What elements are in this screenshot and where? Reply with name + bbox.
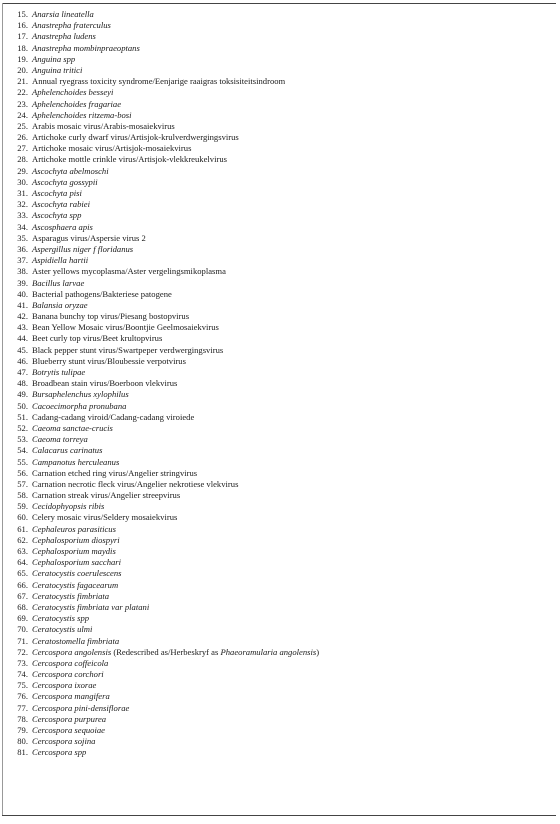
item-number: 37.	[17, 255, 28, 266]
list-item	[8, 244, 548, 255]
list-item	[8, 311, 548, 322]
item-number: 21.	[17, 76, 28, 87]
item-number: 56.	[17, 467, 28, 478]
item-text: Banana bunchy top virus/Piesang bostopvirus	[32, 311, 190, 322]
item-text: Aphelenchoides besseyi	[32, 87, 114, 98]
list-item	[8, 76, 548, 87]
list-item	[8, 457, 548, 468]
list-item	[8, 423, 548, 434]
list-item	[8, 568, 548, 579]
list-item	[8, 691, 548, 702]
item-text: Botrytis tulipae	[32, 367, 86, 377]
item-number: 69.	[17, 613, 28, 624]
list-item	[8, 54, 548, 65]
item-number: 61.	[17, 523, 28, 534]
list-item	[8, 333, 548, 344]
numbered-list	[8, 9, 548, 759]
item-text: Ascochyta pisi	[32, 188, 82, 198]
list-item	[8, 222, 548, 233]
item-text: Caeoma torreya	[32, 434, 88, 445]
list-item	[8, 87, 548, 98]
item-number: 40.	[17, 288, 28, 299]
item-number: 25.	[17, 120, 28, 131]
list-item	[8, 154, 548, 165]
item-text: Cadang-cadang viroid/Cadang-cadang viroiede	[32, 411, 195, 422]
item-number: 54.	[17, 445, 28, 456]
list-item	[8, 65, 548, 76]
list-item	[8, 714, 548, 725]
item-number: 18.	[17, 42, 28, 53]
list-item	[8, 703, 548, 714]
item-text: Cacoecimorpha pronubana	[32, 400, 127, 411]
item-text: Cercospora mangifera	[32, 691, 110, 702]
item-number: 30.	[17, 176, 28, 187]
item-text: Anguina spp	[32, 53, 76, 64]
list-item	[8, 278, 548, 289]
item-text: Cephalosporium maydis	[32, 546, 116, 556]
list-item	[8, 266, 548, 277]
list-item	[8, 31, 548, 42]
item-text: Annual ryegrass toxicity syndrome/Eenjarige raaigras toksisiteitsindroom	[32, 76, 286, 87]
list-item	[8, 233, 548, 244]
item-text: Ceratocystis spp	[32, 613, 90, 624]
list-item	[8, 356, 548, 367]
list-item	[8, 445, 548, 456]
item-text: Ascochyta spp	[32, 210, 82, 221]
item-number: 49.	[17, 389, 28, 400]
item-number: 81.	[17, 747, 28, 758]
item-number: 15.	[17, 9, 28, 19]
list-item	[8, 300, 548, 311]
item-text: Ceratocystis fagacearum	[32, 579, 119, 590]
item-number: 51.	[17, 411, 28, 422]
item-number: 68.	[17, 601, 28, 612]
item-number: 57.	[17, 478, 28, 489]
item-number: 35.	[17, 232, 28, 243]
item-text: Ascosphaera apis	[32, 221, 93, 232]
item-text: Artichoke mosaic virus/Artisjok-mosaiekvirus	[32, 143, 192, 154]
list-item	[8, 591, 548, 602]
item-text: Cephalosporium sacchari	[32, 557, 122, 568]
list-item	[8, 647, 548, 658]
item-text: Artichoke curly dwarf virus/Artisjok-krulverdwergingsvirus	[32, 132, 239, 143]
item-text: Bursaphelenchus xylophilus	[32, 389, 129, 400]
list-item	[8, 345, 548, 356]
list-item	[8, 535, 548, 546]
list-item	[8, 479, 548, 490]
list-item	[8, 624, 548, 635]
item-number: 67.	[17, 590, 28, 601]
item-text: Cephalosporium diospyri	[32, 534, 120, 545]
item-text: Anarsia lineatella	[32, 9, 94, 19]
list-item	[8, 602, 548, 613]
list-item	[8, 546, 548, 557]
item-number: 28.	[17, 154, 28, 165]
item-text: Cercospora sequoiae	[32, 725, 105, 735]
list-item	[8, 580, 548, 591]
item-number: 65.	[17, 568, 28, 579]
item-text: Anguina tritici	[32, 64, 83, 75]
item-text: Ceratocystis fimbriata	[32, 590, 110, 601]
item-text: Ascochyta abelmoschi	[32, 165, 109, 176]
item-number: 66.	[17, 579, 28, 590]
item-number: 53.	[17, 434, 28, 445]
item-number: 23.	[17, 98, 28, 109]
list-item	[8, 669, 548, 680]
item-number: 64.	[17, 557, 28, 568]
item-text: Ceratocystis ulmi	[32, 624, 93, 635]
item-text: Cercospora corchori	[32, 669, 104, 680]
list-item	[8, 121, 548, 132]
item-number: 50.	[17, 400, 28, 411]
list-item	[8, 501, 548, 512]
item-number: 44.	[17, 333, 28, 344]
item-number: 48.	[17, 378, 28, 389]
list-item	[8, 188, 548, 199]
item-text: Cercospora coffeicola	[32, 657, 109, 668]
item-number: 32.	[17, 199, 28, 210]
list-item	[8, 43, 548, 54]
item-number: 47.	[17, 367, 28, 377]
list-item	[8, 468, 548, 479]
list-item	[8, 210, 548, 221]
species-name: Phaeoramularia angolensis	[220, 646, 317, 657]
item-text: Ceratostomella fimbriata	[32, 635, 120, 646]
item-text: Black pepper stunt virus/Swartpeper verdwergingsvirus	[32, 344, 224, 355]
item-text: Carnation etched ring virus/Angelier stringvirus	[32, 467, 198, 478]
item-text: Carnation necrotic fleck virus/Angelier nekrotiese vlekvirus	[32, 478, 239, 489]
item-text: Ascochyta gossypii	[32, 176, 98, 187]
item-text: Broadbean stain virus/Boerboon vlekvirus	[32, 378, 178, 389]
item-text: Bean Yellow Mosaic virus/Boontjie Geelmosaiekvirus	[32, 322, 219, 333]
list-item	[8, 412, 548, 423]
item-number: 33.	[17, 210, 28, 221]
item-number: 79.	[17, 725, 28, 735]
list-item	[8, 636, 548, 647]
item-number: 39.	[17, 277, 28, 288]
item-number: 29.	[17, 165, 28, 176]
item-number: 58.	[17, 490, 28, 501]
list-item	[8, 166, 548, 177]
item-text: Aspergillus niger f floridanus	[32, 243, 134, 254]
item-text: Calacarus carinatus	[32, 445, 103, 456]
list-item	[8, 322, 548, 333]
item-number: 26.	[17, 132, 28, 143]
item-text: Blueberry stunt virus/Bloubessie verpotvirus	[32, 355, 186, 366]
item-number: 72.	[17, 646, 28, 657]
item-number: 20.	[17, 64, 28, 75]
item-text: Carnation streak virus/Angelier streepvirus	[32, 490, 181, 501]
item-number: 74.	[17, 669, 28, 680]
item-text: Ceratocystis coerulescens	[32, 568, 122, 579]
item-number: 55.	[17, 456, 28, 467]
list-item	[8, 20, 548, 31]
item-number: 22.	[17, 87, 28, 98]
item-number: 41.	[17, 299, 28, 310]
item-text: Asparagus virus/Aspersie virus 2	[32, 232, 146, 243]
item-text: Arabis mosaic virus/Arabis-mosaiekvirus	[32, 120, 175, 131]
item-text: Caeoma sanctae-crucis	[32, 422, 113, 433]
item-text: Balansia oryzae	[32, 299, 88, 310]
item-text: Campanotus herculeanus	[32, 456, 120, 467]
list-item	[8, 658, 548, 669]
item-text: Anastrepha ludens	[32, 31, 96, 42]
list-item	[8, 490, 548, 501]
list-item	[8, 289, 548, 300]
item-number: 70.	[17, 624, 28, 635]
item-text: Bacterial pathogens/Bakteriese patogene	[32, 288, 172, 299]
item-text: Cercospora spp	[32, 747, 87, 758]
list-item	[8, 613, 548, 624]
list-item	[8, 736, 548, 747]
item-number: 42.	[17, 311, 28, 322]
list-item	[8, 557, 548, 568]
item-number: 63.	[17, 546, 28, 556]
item-text: Anastrepha fraterculus	[32, 20, 111, 31]
list-item	[8, 9, 548, 20]
list-item	[8, 524, 548, 535]
item-number: 71.	[17, 635, 28, 646]
list-item	[8, 132, 548, 143]
item-text: Ascochyta rabiei	[32, 199, 90, 210]
item-number: 24.	[17, 109, 28, 120]
item-text: Anastrepha mombinpraeoptans	[32, 42, 140, 53]
list-item	[8, 199, 548, 210]
item-text: Cercospora pini-densiflorae	[32, 702, 130, 713]
list-item	[8, 177, 548, 188]
list-item	[8, 255, 548, 266]
item-text: Artichoke mottle crinkle virus/Artisjok-vlekkreukelvirus	[32, 154, 227, 165]
item-number: 19.	[17, 53, 28, 64]
item-number: 52.	[17, 422, 28, 433]
item-number: 78.	[17, 713, 28, 724]
item-number: 60.	[17, 512, 28, 523]
item-text: Cercospora ixorae	[32, 680, 97, 691]
list-item	[8, 434, 548, 445]
item-text: Aphelenchoides ritzema-bosi	[32, 109, 132, 120]
list-item	[8, 99, 548, 110]
item-number: 36.	[17, 243, 28, 254]
item-number: 45.	[17, 344, 28, 355]
item-number: 62.	[17, 534, 28, 545]
item-text: Aster yellows mycoplasma/Aster vergelingsmikoplasma	[32, 266, 226, 277]
item-text	[32, 647, 319, 658]
item-note: )	[316, 646, 320, 657]
list-item	[8, 367, 548, 378]
item-text: Celery mosaic virus/Seldery mosaiekvirus	[32, 512, 178, 523]
item-number: 27.	[17, 143, 28, 154]
item-number: 34.	[17, 221, 28, 232]
item-text: Aspidiella hartii	[32, 255, 89, 266]
list-item	[8, 389, 548, 400]
item-text: Bacillus larvae	[32, 277, 85, 288]
left-rule	[2, 3, 3, 815]
top-rule	[2, 3, 556, 4]
list-item	[8, 143, 548, 154]
item-number: 80.	[17, 736, 28, 747]
list-item	[8, 725, 548, 736]
item-number: 75.	[17, 680, 28, 691]
item-text: Cercospora sojina	[32, 736, 96, 747]
bottom-rule	[2, 815, 556, 816]
item-note: (Redescribed as/Herbeskryf as	[111, 646, 221, 657]
item-number: 73.	[17, 657, 28, 668]
item-text: Beet curly top virus/Beet krultopvirus	[32, 333, 163, 344]
item-text: Cercospora purpurea	[32, 713, 107, 724]
item-text: Cephaleuros parasiticus	[32, 523, 116, 534]
item-number: 38.	[17, 266, 28, 277]
list-item	[8, 378, 548, 389]
list-item	[8, 680, 548, 691]
item-text: Aphelenchoides fragariae	[32, 98, 122, 109]
item-number: 16.	[17, 20, 28, 31]
item-number: 43.	[17, 322, 28, 333]
species-name: Cercospora angolensis	[32, 646, 112, 657]
item-number: 77.	[17, 702, 28, 713]
item-number: 46.	[17, 355, 28, 366]
list-item	[8, 401, 548, 412]
list-item	[8, 747, 548, 758]
item-number: 31.	[17, 188, 28, 198]
item-number: 59.	[17, 501, 28, 512]
item-number: 17.	[17, 31, 28, 42]
item-text: Ceratocystis fimbriata var platani	[32, 601, 150, 612]
item-number: 76.	[17, 691, 28, 702]
item-text: Cecidophyopsis ribis	[32, 501, 105, 512]
list-item	[8, 512, 548, 523]
list-item	[8, 110, 548, 121]
